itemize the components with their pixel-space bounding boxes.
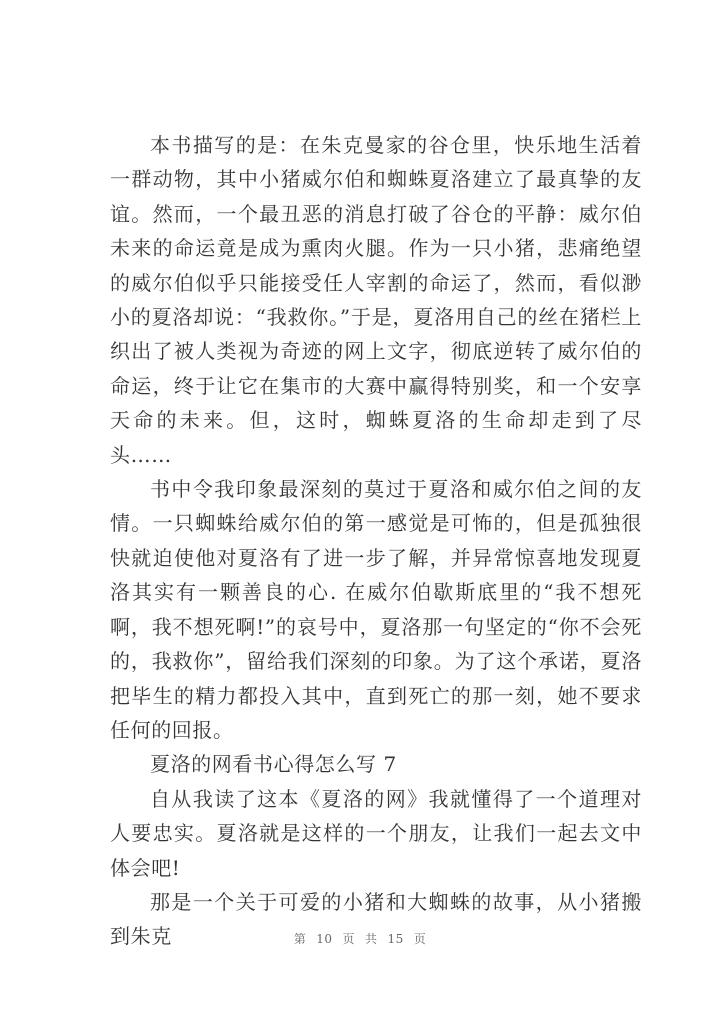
page-footer — [0, 930, 720, 947]
footer-total-label: 共 — [365, 932, 378, 946]
section-heading: 夏洛的网看书心得怎么写 7 — [150, 752, 397, 777]
footer-page-label: 第 — [293, 932, 307, 946]
paragraph-friendship: 书中令我印象最深刻的莫过于夏洛和威尔伯之间的友情。一只蜘蛛给威尔伯的第一感觉是可怖的，但是孤独很快就迫使他对夏洛有了进一步了解，并异常惊喜地发现夏洛其实有一颗善良的心. 在威尔伯歇斯底里的“我不想死啊，我不想死啊!”的哀号中，夏洛那一句坚定的“你不会死的，我救你”，留给我们深刻的印象。为了这个承诺，夏洛把毕生的精力都投入其中，直到死亡的那一刻，她不要求任何的回报。 — [110, 477, 642, 742]
document-body — [110, 128, 642, 954]
footer-page-number: 10 — [316, 932, 333, 946]
footer-total-pages: 15 — [387, 932, 404, 946]
paragraph-summary: 本书描写的是：在朱克曼家的谷仓里，快乐地生活着一群动物，其中小猪威尔伯和蜘蛛夏洛建立了最真挚的友谊。然而，一个最丑恶的消息打破了谷仓的平静：威尔伯未来的命运竟是成为熏肉火腿。作为一只小猪，悲痛绝望的威尔伯似乎只能接受任人宰割的命运了，然而，看似渺小的夏洛却说：“我救你。”于是，夏洛用自己的丝在猪栏上织出了被人类视为奇迹的网上文字，彻底逆转了威尔伯的命运，终于让它在集市的大赛中赢得特别奖，和一个安享天命的未来。但，这时，蜘蛛夏洛的生命却走到了尽头…… — [110, 133, 642, 467]
footer-total-unit: 页 — [413, 932, 427, 946]
paragraph-story: 那是一个关于可爱的小猪和大蜘蛛的故事，从小猪搬到朱克 — [110, 889, 642, 949]
footer-page-unit: 页 — [342, 932, 355, 946]
paragraph-intro: 自从我读了这本《夏洛的网》我就懂得了一个道理对人要忠实。夏洛就是这样的一个朋友，让我们一起去文中体会吧! — [110, 786, 642, 880]
